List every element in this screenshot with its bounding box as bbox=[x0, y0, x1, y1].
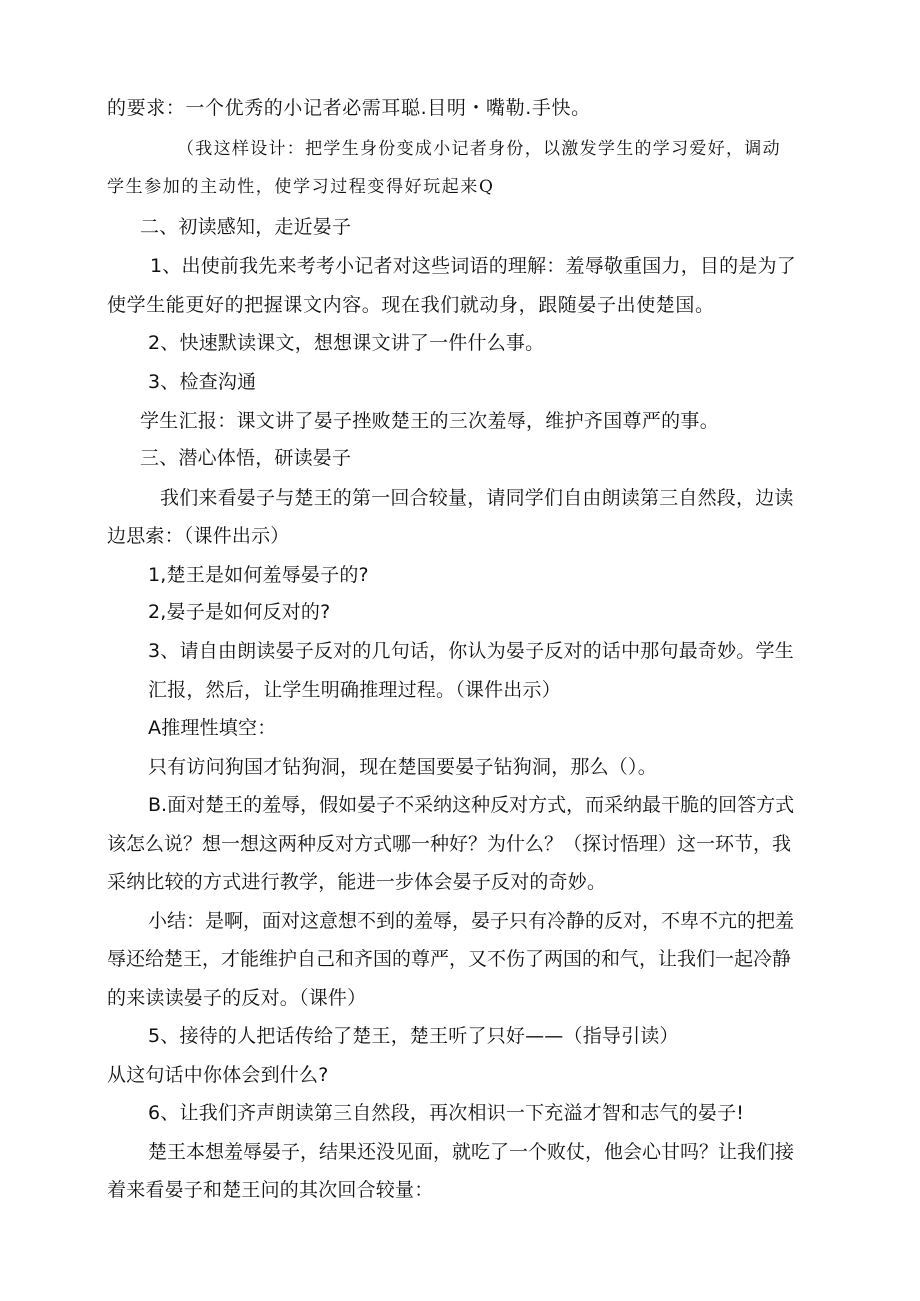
text-line: 1,楚王是如何羞辱晏子的? bbox=[148, 564, 369, 586]
text-line: 1、出使前我先来考考小记者对这些词语的理解：羞辱敬重国力，目的是为了 bbox=[150, 255, 796, 277]
text-line: 只有访问狗国才钻狗洞，现在楚国要晏子钻狗洞，那么（）。 bbox=[148, 756, 657, 778]
text-line: 2、快速默读课文，想想课文讲了一件什么事。 bbox=[148, 332, 545, 354]
text-line: 我们来看晏子与楚王的第一回合较量，请同学们自由朗读第三自然段，边读 bbox=[160, 487, 794, 509]
text-line: 5、接待的人把话传给了楚王，楚王听了只好——（指导引读） bbox=[148, 1025, 679, 1047]
design-note-line: （我这样设计：把学生身份变成小记者身份，以激发学生的学习爱好，调动 bbox=[177, 139, 781, 159]
text-line: 采纳比较的方式进行教学，能进一步体会晏子反对的奇妙。 bbox=[107, 871, 607, 893]
section-heading: 二、初读感知，走近晏子 bbox=[140, 216, 352, 238]
text-line: 3、检查沟通 bbox=[148, 371, 257, 393]
text-line: 边思索：（课件出示） bbox=[107, 525, 290, 547]
text-line: 使学生能更好的把握课文内容。现在我们就动身，跟随晏子出使楚国。 bbox=[107, 294, 715, 316]
text-line: 汇报，然后，让学生明确推理过程。（课件出示） bbox=[148, 679, 561, 701]
text-line: 楚王本想羞辱晏子，结果还没见面，就吃了一个败仗，他会心甘吗？让我们接 bbox=[148, 1141, 795, 1163]
text-line: 小结：是啊，面对这意想不到的羞辱，晏子只有冷静的反对，不卑不亢的把羞 bbox=[148, 910, 795, 932]
text-line: 该怎么说？想一想这两种反对方式哪一种好？为什么？（探讨悟理）这一环节，我 bbox=[107, 833, 792, 855]
text-line: 学生汇报：课文讲了晏子挫败楚王的三次羞辱，维护齐国尊严的事。 bbox=[140, 410, 720, 432]
text-line: 2,晏子是如何反对的? bbox=[148, 601, 331, 623]
section-heading: 三、潜心体悟，研读晏子 bbox=[140, 447, 352, 469]
text-line: 的要求：一个优秀的小记者必需耳聪.目明・嘴勒.手快。 bbox=[107, 97, 591, 119]
text-line: 从这句话中你体会到什么? bbox=[107, 1064, 329, 1086]
design-note-line: 学生参加的主动性，使学习过程变得好玩起来Q bbox=[107, 177, 495, 197]
text-line: 6、让我们齐声朗读第三自然段，再次相识一下充溢才智和志气的晏子! bbox=[148, 1102, 745, 1124]
text-line: 3、请自由朗读晏子反对的几句话，你认为晏子反对的话中那句最奇妙。学生 bbox=[148, 640, 794, 662]
text-line: 着来看晏子和楚王问的其次回合较量： bbox=[107, 1179, 434, 1201]
text-line: 辱还给楚王，才能维护自己和齐国的尊严，又不伤了两国的和气，让我们一起冷静 bbox=[107, 948, 792, 970]
text-line: A推理性填空： bbox=[148, 717, 277, 739]
text-line: 的来读读晏子的反对。（课件） bbox=[107, 987, 367, 1009]
text-line: B.面对楚王的羞辱，假如晏子不采纳这种反对方式，而采纳最干脆的回答方式 bbox=[148, 794, 795, 816]
